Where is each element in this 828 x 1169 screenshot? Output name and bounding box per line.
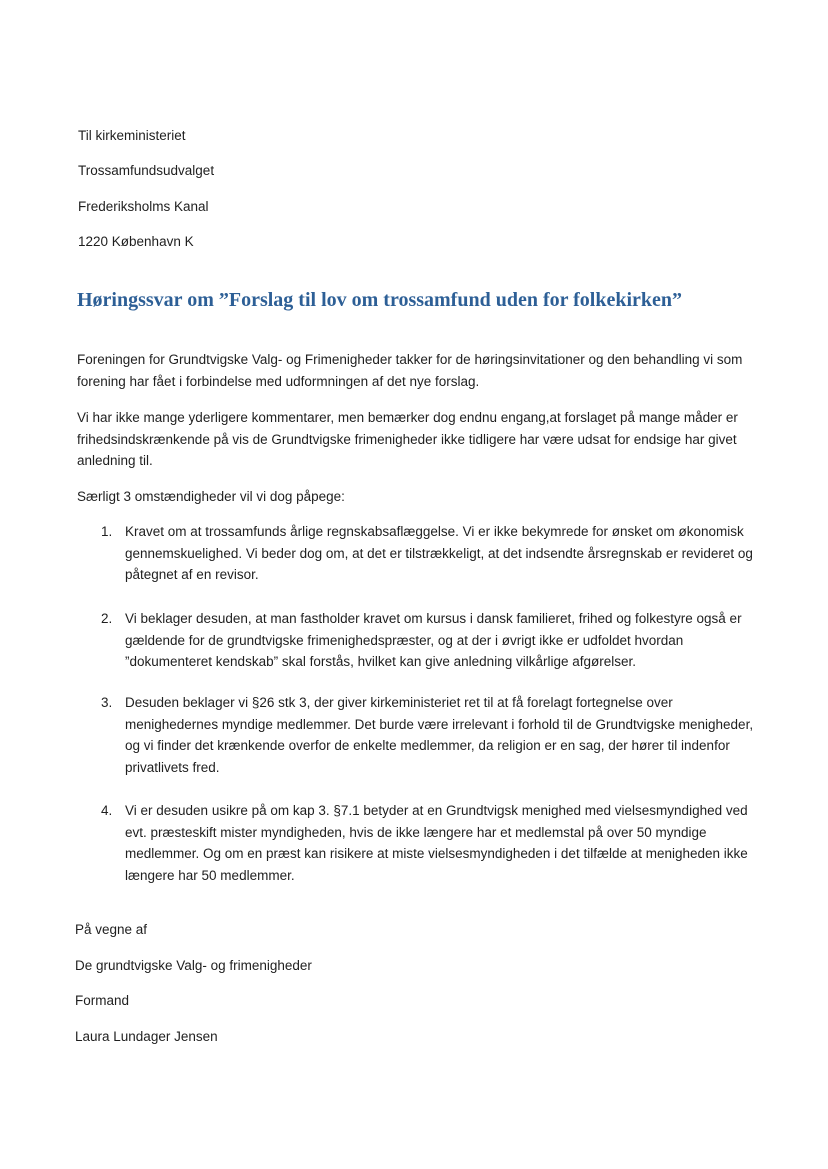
address-city: 1220 København K (78, 234, 194, 249)
signature-name: Laura Lundager Jensen (75, 1029, 218, 1044)
paragraph-points-intro: Særligt 3 omstændigheder vil vi dog påpege: (77, 489, 345, 504)
list-item-text: Desuden beklager vi §26 stk 3, der giver kirkeministeriet ret til at få forelagt fortegnelse over menighedernes myndige medlemmer. Det burde være irrelevant i forhold til de Grundtvigske menigheder, og vi finder det krænkende overfor de enkelte medlemmer, da religion er en sag, der hører til indenfor privatlivets fred. (125, 695, 754, 775)
letter-heading: Høringssvar om ”Forslag til lov om trossamfund uden for folkekirken” (77, 289, 683, 311)
signature-on-behalf: På vegne af (75, 922, 148, 937)
list-item-number: 2. (101, 611, 113, 626)
list-item-text: Vi er desuden usikre på om kap 3. §7.1 betyder at en Grundtvigsk menighed med vielsesmyndighed ved evt. præsteskift mister myndigheden, hvis de ikke længere har et medlemstal på over 50 myndige medlemmer. Og om en præst kan risikere at miste vielsesmyndigheden i det tilfælde at menigheden ikke længere har 50 medlemmer. (125, 803, 748, 883)
list-item-text: Vi beklager desuden, at man fastholder kravet om kursus i dansk familieret, frihed og folkestyre også er gældende for de grundtvigske frimenighedspræster, og at der i øvrigt ikke er udfoldet hvordan ”dokumenteret kendskab” skal forstås, hvilket kan give anledning vilkårlige afgørelser. (125, 611, 742, 669)
address-committee: Trossamfundsudvalget (78, 163, 215, 178)
address-recipient: Til kirkeministeriet (78, 128, 186, 143)
list-item-number: 4. (101, 803, 113, 818)
paragraph-intro: Foreningen for Grundtvigske Valg- og Frimenigheder takker for de høringsinvitationer og den behandling vi som forening har fået i forbindelse med udformningen af det nye forslag. (77, 352, 743, 389)
list-item-number: 3. (101, 695, 113, 710)
address-street: Frederiksholms Kanal (78, 199, 209, 214)
list-item-text: Kravet om at trossamfunds årlige regnskabsaflæggelse. Vi er ikke bekymrede for ønsket om økonomisk gennemskuelighed. Vi beder dog om, at det er tilstrækkeligt, at det indsendte årsregnskab er revideret og påtegnet af en revisor. (125, 524, 753, 582)
signature-title: Formand (75, 993, 130, 1008)
paragraph-comments: Vi har ikke mange yderligere kommentarer, men bemærker dog endnu engang,at forslaget på mange måder er frihedsindskrænkende på vis de Grundtvigske frimenigheder ikke tidligere har være udsat for endsige har givet anledning til. (77, 410, 738, 468)
list-item-number: 1. (101, 524, 113, 539)
signature-organization: De grundtvigske Valg- og frimenigheder (75, 958, 312, 973)
